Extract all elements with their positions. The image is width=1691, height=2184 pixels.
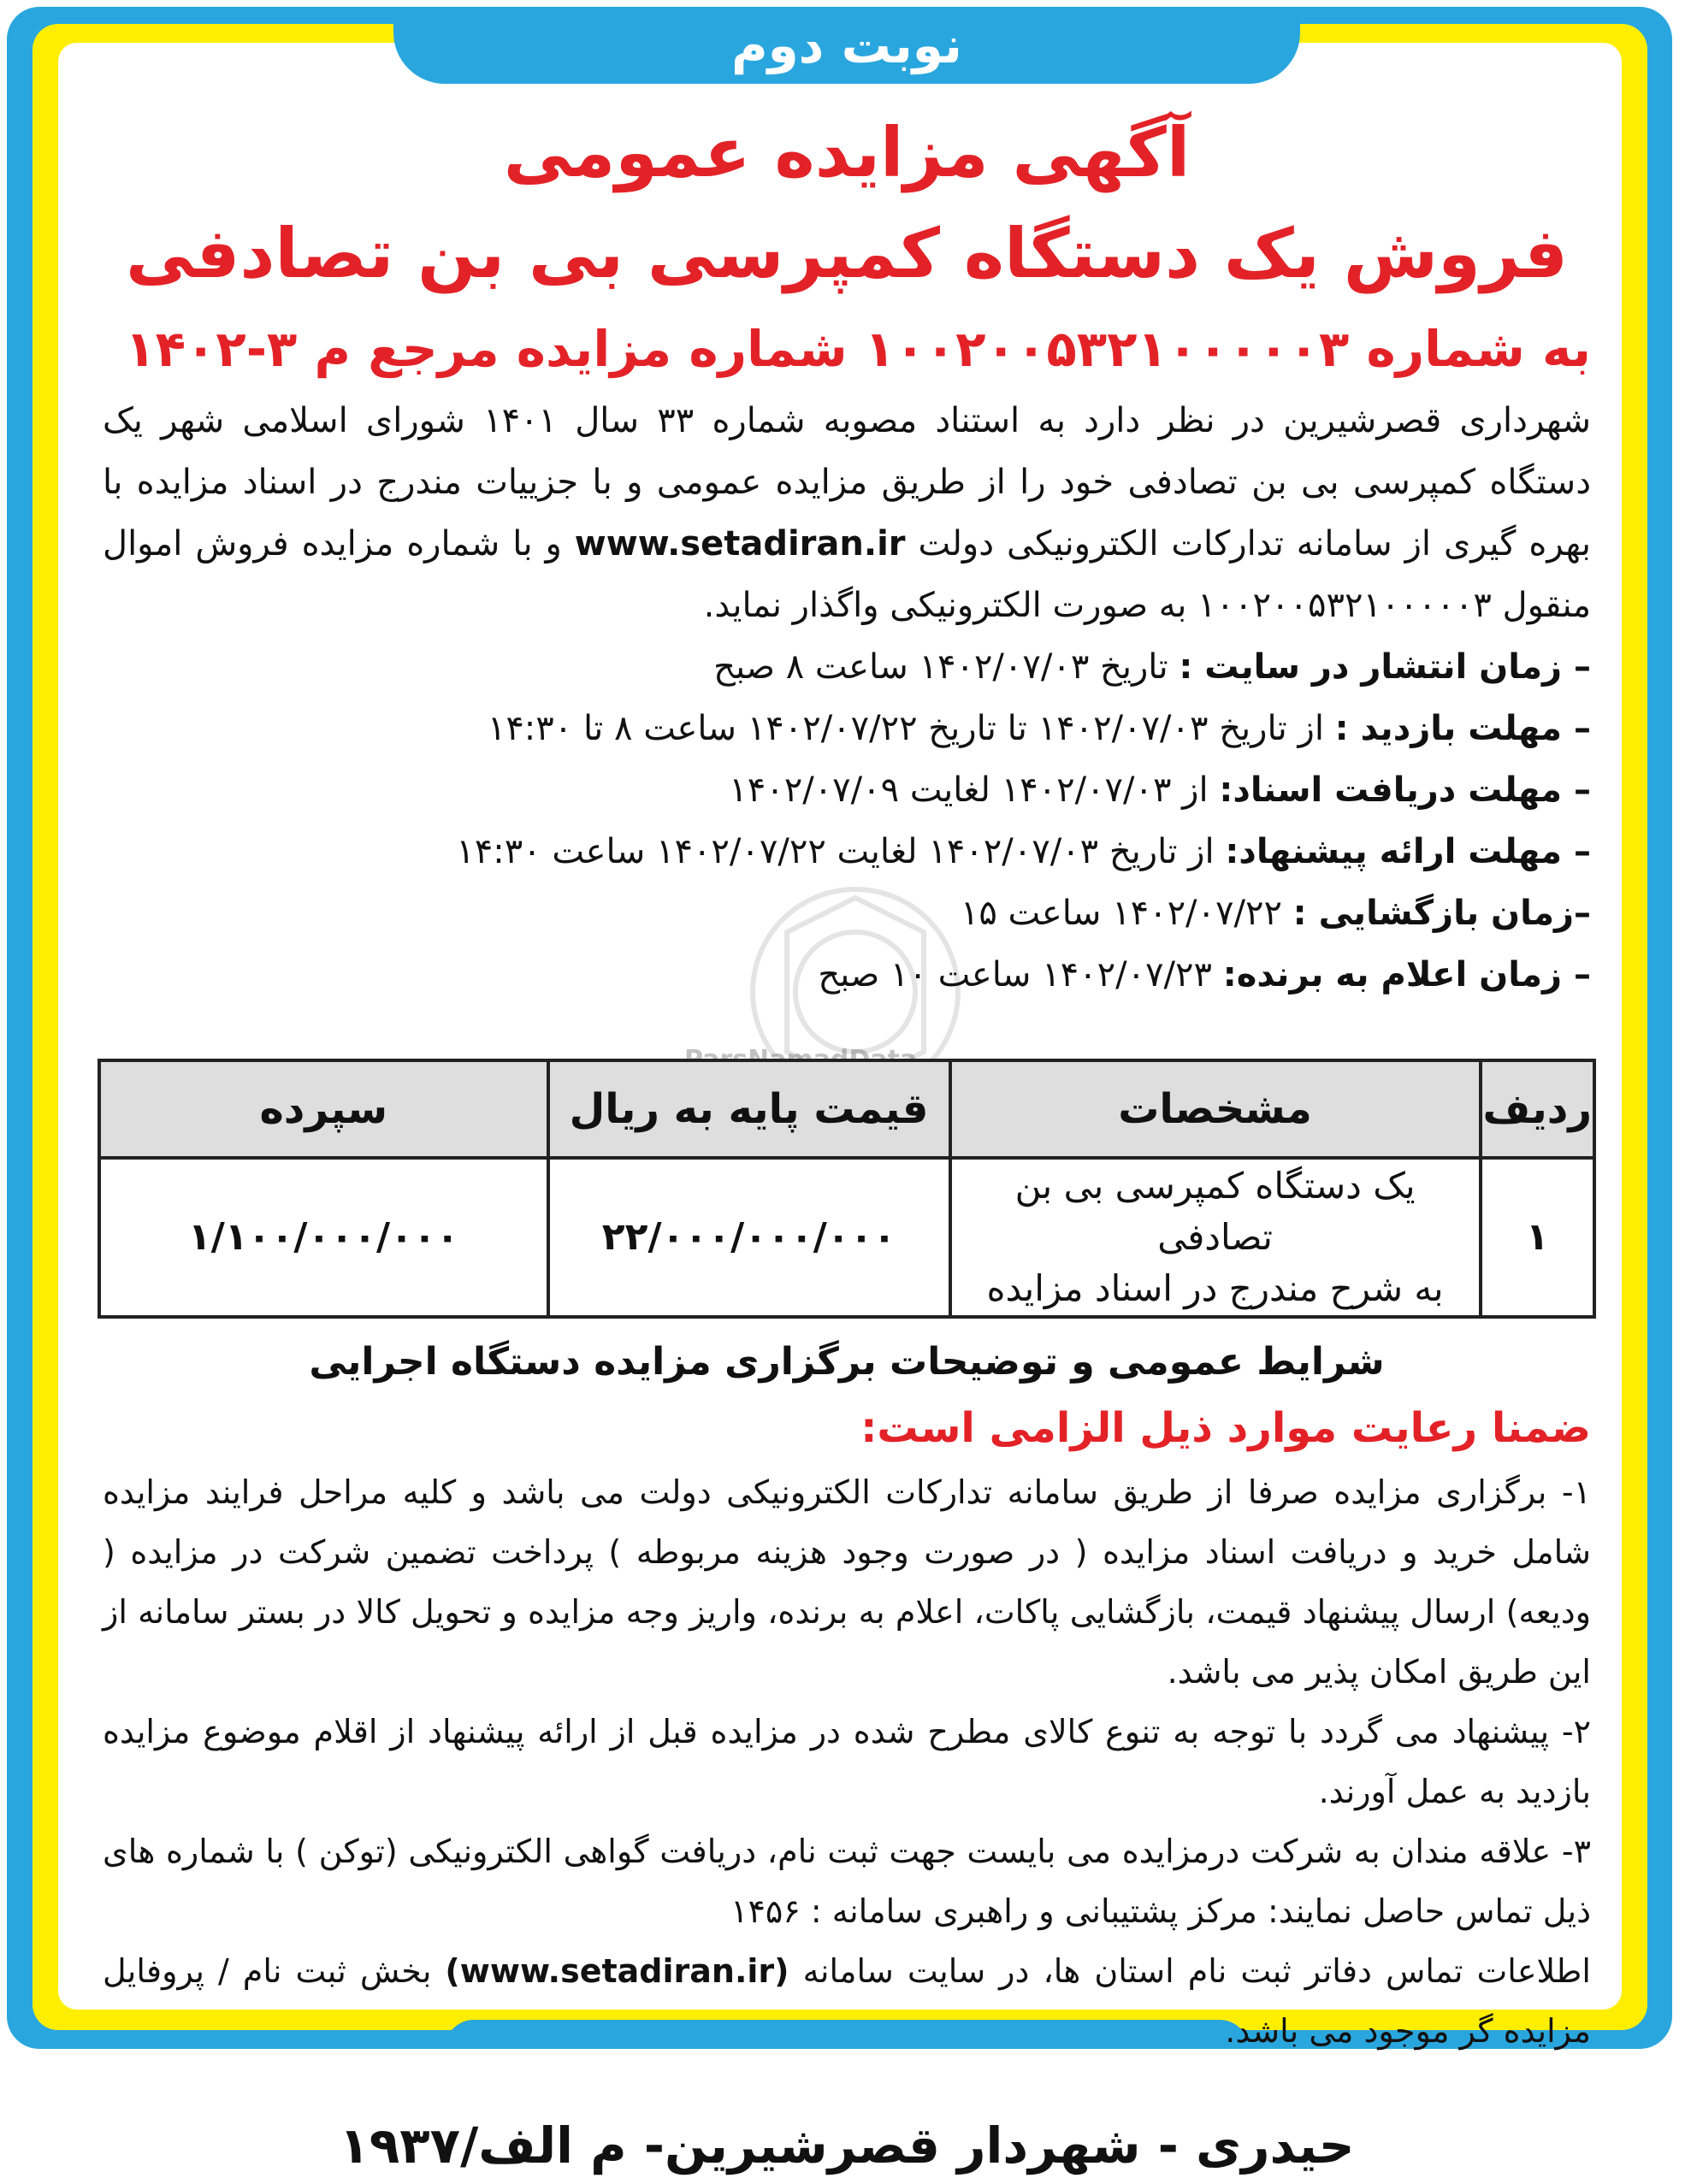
table-row [99,1158,1594,1317]
cell-specs [950,1158,1481,1317]
schedule-value: ۱۴۰۲/۰۷/۲۳ ساعت ۱۰ صبح [818,955,1212,995]
auction-number: به شماره ۱۰۰۲۰۰۵۳۲۱۰۰۰۰۰۳ شماره مزایده مرجع م ۳-۱۴۰۲ [125,320,1591,378]
cell-base-price: ۲۲/۰۰۰/۰۰۰/۰۰۰ [548,1158,950,1317]
intro-paragraph [86,390,1608,636]
condition-item-4-part2: بخش ثبت نام / پروفایل مزایده گر موجود می باشد. [103,1952,1591,2050]
round-badge [393,7,1300,84]
signature: حیدری - شهردار قصرشیرین- م الف/۱۹۳۷ [339,2116,1355,2175]
header-row-no: ردیف [1481,1060,1594,1158]
auction-table [98,1059,1596,1319]
schedule-item [103,759,1591,821]
schedule-list [86,636,1608,1006]
condition-item-3: ۳- علاقه مندان به شرکت درمزایده می بایست جهت ثبت نام، دریافت گواهی الکترونیکی (توکن ) با شماره های ذیل تماس حاصل نمایند: مرکز پشتیبانی و راهبری سامانه : ۱۴۵۶ [103,1833,1591,1930]
schedule-value: از تاریخ ۱۴۰۲/۰۷/۰۳ تا تاریخ ۱۴۰۲/۰۷/۲۲ ساعت ۸ تا ۱۴:۳۰ [487,709,1324,748]
condition-item-4 [86,1941,1608,2061]
cell-deposit: ۱/۱۰۰/۰۰۰/۰۰۰ [99,1158,548,1317]
header-base-price: قیمت پایه به ریال [548,1060,950,1158]
schedule-item [103,944,1591,1006]
cell-row-no: ۱ [1481,1158,1594,1317]
schedule-label: –زمان بازگشایی : [1292,894,1591,933]
round-label: نوبت دوم [731,16,962,74]
title-line2: فروش یک دستگاه کمپرسی بی بن تصادفی [126,214,1568,293]
mandatory-heading: ضمنا رعایت موارد ذیل الزامی است: [860,1404,1591,1452]
schedule-value: تاریخ ۱۴۰۲/۰۷/۰۳ ساعت ۸ صبح [713,647,1168,687]
table-header-row [99,1060,1594,1158]
intro-text-part1: شهرداری قصرشیرین در نظر دارد به استناد مصوبه شماره ۳۳ سال ۱۴۰۱ شورای اسلامی شهر یک دستگاه کمپرسی بی بن تصادفی خود را از طریق مزایده عمومی و با جزییات مندرج در اسناد مزایده با بهره گیری از سامانه تدارکات الکترونیکی دولت [103,401,1591,564]
header-specs: مشخصات [950,1060,1481,1158]
schedule-label: – مهلت دریافت اسناد: [1219,770,1591,810]
schedule-value: از ۱۴۰۲/۰۷/۰۳ لغایت ۱۴۰۲/۰۷/۰۹ [729,770,1209,810]
condition-item-2: ۲- پیشنهاد می گردد با توجه به تنوع کالای مطرح شده در مزایده قبل از ارائه پیشنهاد از اقلام موضوع مزایده بازدید به عمل آورند. [103,1713,1591,1810]
setadiran-link[interactable]: www.setadiran.ir [574,524,906,564]
schedule-item [103,882,1591,944]
schedule-value: ۱۴۰۲/۰۷/۲۲ ساعت ۱۵ [960,894,1282,933]
schedule-item [103,698,1591,759]
notice-content [86,103,1608,2184]
schedule-label: – مهلت بازدید : [1334,709,1591,748]
schedule-value: از تاریخ ۱۴۰۲/۰۷/۰۳ لغایت ۱۴۰۲/۰۷/۲۲ ساعت ۱۴:۳۰ [456,832,1215,871]
condition-item-1: ۱- برگزاری مزایده صرفا از طریق سامانه تدارکات الکترونیکی دولت می باشد و کلیه مراحل فرایند مزایده شامل خرید و دریافت اسناد مزایده ( در صورت وجود هزینه مربوطه ) پرداخت تضمین شرکت در مزایده ( ودیعه) ارسال پیشنهاد قیمت، بازگشایی پاکات، اعلام به برنده، واریز وجه مزایده و تحویل کالا در بستر سامانه از این طریق امکان پذیر می باشد. [103,1473,1591,1691]
setadiran-link-2[interactable]: (www.setadiran.ir) [445,1952,789,1990]
spec-line1: یک دستگاه کمپرسی بی بن تصادفی [1014,1165,1416,1258]
auction-table-wrap [86,1059,1608,1319]
schedule-label: – مهلت ارائه پیشنهاد: [1225,832,1591,871]
schedule-label: – زمان انتشار در سایت : [1179,647,1591,687]
header-deposit: سپرده [99,1060,548,1158]
schedule-item [103,636,1591,698]
condition-item-4-part1: اطلاعات تماس دفاتر ثبت نام استان ها، در سایت سامانه [802,1952,1591,1990]
schedule-item [103,821,1591,882]
intro-text-part2: و با شماره مزایده فروش اموال منقول ۱۰۰۲۰۰۵۳۲۱۰۰۰۰۰۳ به صورت الکترونیکی واگذار نماید. [103,524,1591,625]
schedule-label: – زمان اعلام به برنده: [1222,955,1591,995]
spec-line2: به شرح مندرج در اسناد مزایده [986,1267,1444,1309]
conditions-title: شرایط عمومی و توضیحات برگزاری مزایده دستگاه اجرایی [309,1340,1385,1384]
title-line1: آگهی مزایده عمومی [503,113,1191,192]
